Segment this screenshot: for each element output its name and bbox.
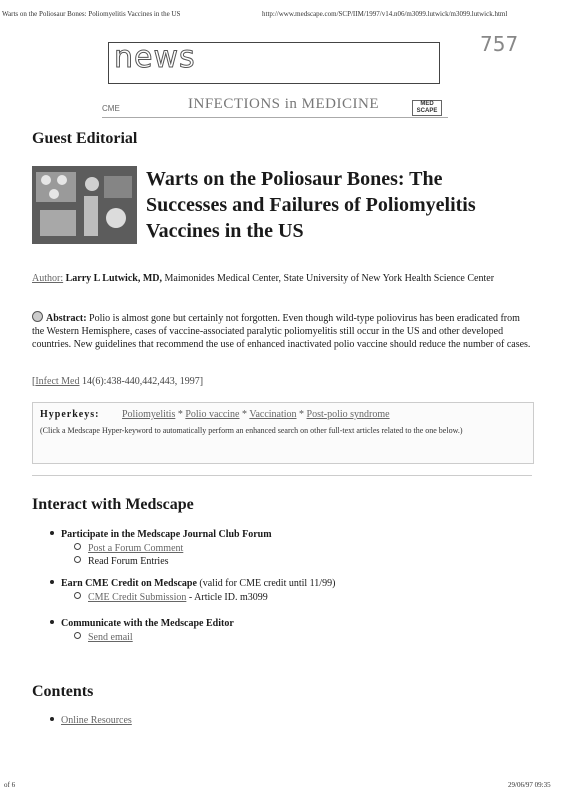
forum-item-label: Participate in the Medscape Journal Club Forum xyxy=(61,529,272,540)
online-resources-link[interactable]: Online Resources xyxy=(61,715,132,726)
print-footer-date: 29/06/97 09:35 xyxy=(508,781,551,789)
interact-heading: Interact with Medscape xyxy=(32,496,194,513)
nav-cme-link[interactable]: CME xyxy=(102,104,120,113)
cme-item-label: Earn CME Credit on Medscape xyxy=(61,578,197,589)
bullet-icon xyxy=(50,531,54,535)
abstract-label: Abstract: xyxy=(46,313,87,324)
list-item xyxy=(74,543,183,554)
section-label: Guest Editorial xyxy=(32,130,138,147)
circle-bullet-icon xyxy=(74,592,81,599)
cme-item-extra: (valid for CME credit until 11/99) xyxy=(196,578,336,589)
send-email-link[interactable]: Send email xyxy=(88,632,133,643)
journal-link[interactable]: Infect Med xyxy=(35,376,80,387)
list-item xyxy=(50,715,132,726)
hyperkeys-note: (Click a Medscape Hyper-keyword to automatically perform an enhanced search on other full-text articles related to the one below.) xyxy=(40,426,463,435)
medscape-logo[interactable]: MED SCAPE xyxy=(412,100,442,116)
bullet-icon xyxy=(50,717,54,721)
read-forum-entries-text: Read Forum Entries xyxy=(88,556,169,567)
handwritten-mark: 757 xyxy=(480,32,519,56)
print-footer-page: of 6 xyxy=(4,781,16,789)
circle-bullet-icon xyxy=(74,632,81,639)
hyperkey-post-polio-syndrome[interactable]: Post-polio syndrome xyxy=(306,409,390,420)
author-name: Larry L Lutwick, MD, xyxy=(65,273,162,284)
hyperkey-vaccination[interactable]: Vaccination xyxy=(249,409,297,420)
abstract xyxy=(32,311,532,351)
hyperkeys-label: Hyperkeys: xyxy=(40,409,100,420)
editor-item-label: Communicate with the Medscape Editor xyxy=(61,618,234,629)
article-title: Warts on the Poliosaur Bones: The Successes and Failures of Poliomyelitis Vaccines in the US xyxy=(146,168,476,242)
author-affiliation: Maimonides Medical Center, State University of New York Health Science Center xyxy=(164,273,495,284)
news-banner-word: news xyxy=(114,40,196,75)
nav-section-title: INFECTIONS in MEDICINE xyxy=(188,96,379,112)
circle-bullet-icon xyxy=(74,543,81,550)
list-item xyxy=(50,618,234,629)
hyperkey-polio-vaccine[interactable]: Polio vaccine xyxy=(185,409,240,420)
cme-credit-submission-link[interactable]: CME Credit Submission xyxy=(88,592,187,603)
author-line xyxy=(32,272,532,285)
author-label-link[interactable]: Author: xyxy=(32,273,64,284)
bullet-icon xyxy=(50,580,54,584)
bullet-icon xyxy=(50,620,54,624)
citation: [Infect Med 14(6):438-440,442,443, 1997] xyxy=(32,376,204,387)
list-item xyxy=(50,529,272,540)
list-item xyxy=(74,632,133,643)
list-item xyxy=(74,592,268,603)
hyperkeys-links: Poliomyelitis * Polio vaccine * Vaccination * Post-polio syndrome xyxy=(122,409,390,420)
section-divider xyxy=(32,475,532,476)
post-forum-comment-link[interactable]: Post a Forum Comment xyxy=(88,543,184,554)
article-id-text: - Article ID. m3099 xyxy=(186,592,268,603)
circle-bullet-icon xyxy=(74,556,81,563)
hyperkey-poliomyelitis[interactable]: Poliomyelitis xyxy=(122,409,176,420)
print-header-title: Warts on the Poliosaur Bones: Poliomyelitis Vaccines in the US xyxy=(2,10,181,18)
nav-divider xyxy=(102,117,448,118)
article-thumbnail xyxy=(32,166,137,244)
contents-heading: Contents xyxy=(32,683,94,700)
abstract-bullet-icon xyxy=(32,311,43,322)
list-item xyxy=(74,556,169,567)
print-header-url: http://www.medscape.com/SCP/IIM/1997/v14.n06/m3099.lutwick/m3099.lutwick.html xyxy=(262,10,508,18)
abstract-text: Polio is almost gone but certainly not forgotten. Even though wild-type poliovirus has been eradicated from the Western Hemisphere, cases of vaccine-associated paralytic poliomyelitis still occur in the US and other developed countries. New guidelines that recommend the use of enhanced inactivated polio vaccine should reduce the number of cases. xyxy=(32,313,531,350)
list-item xyxy=(50,578,335,589)
